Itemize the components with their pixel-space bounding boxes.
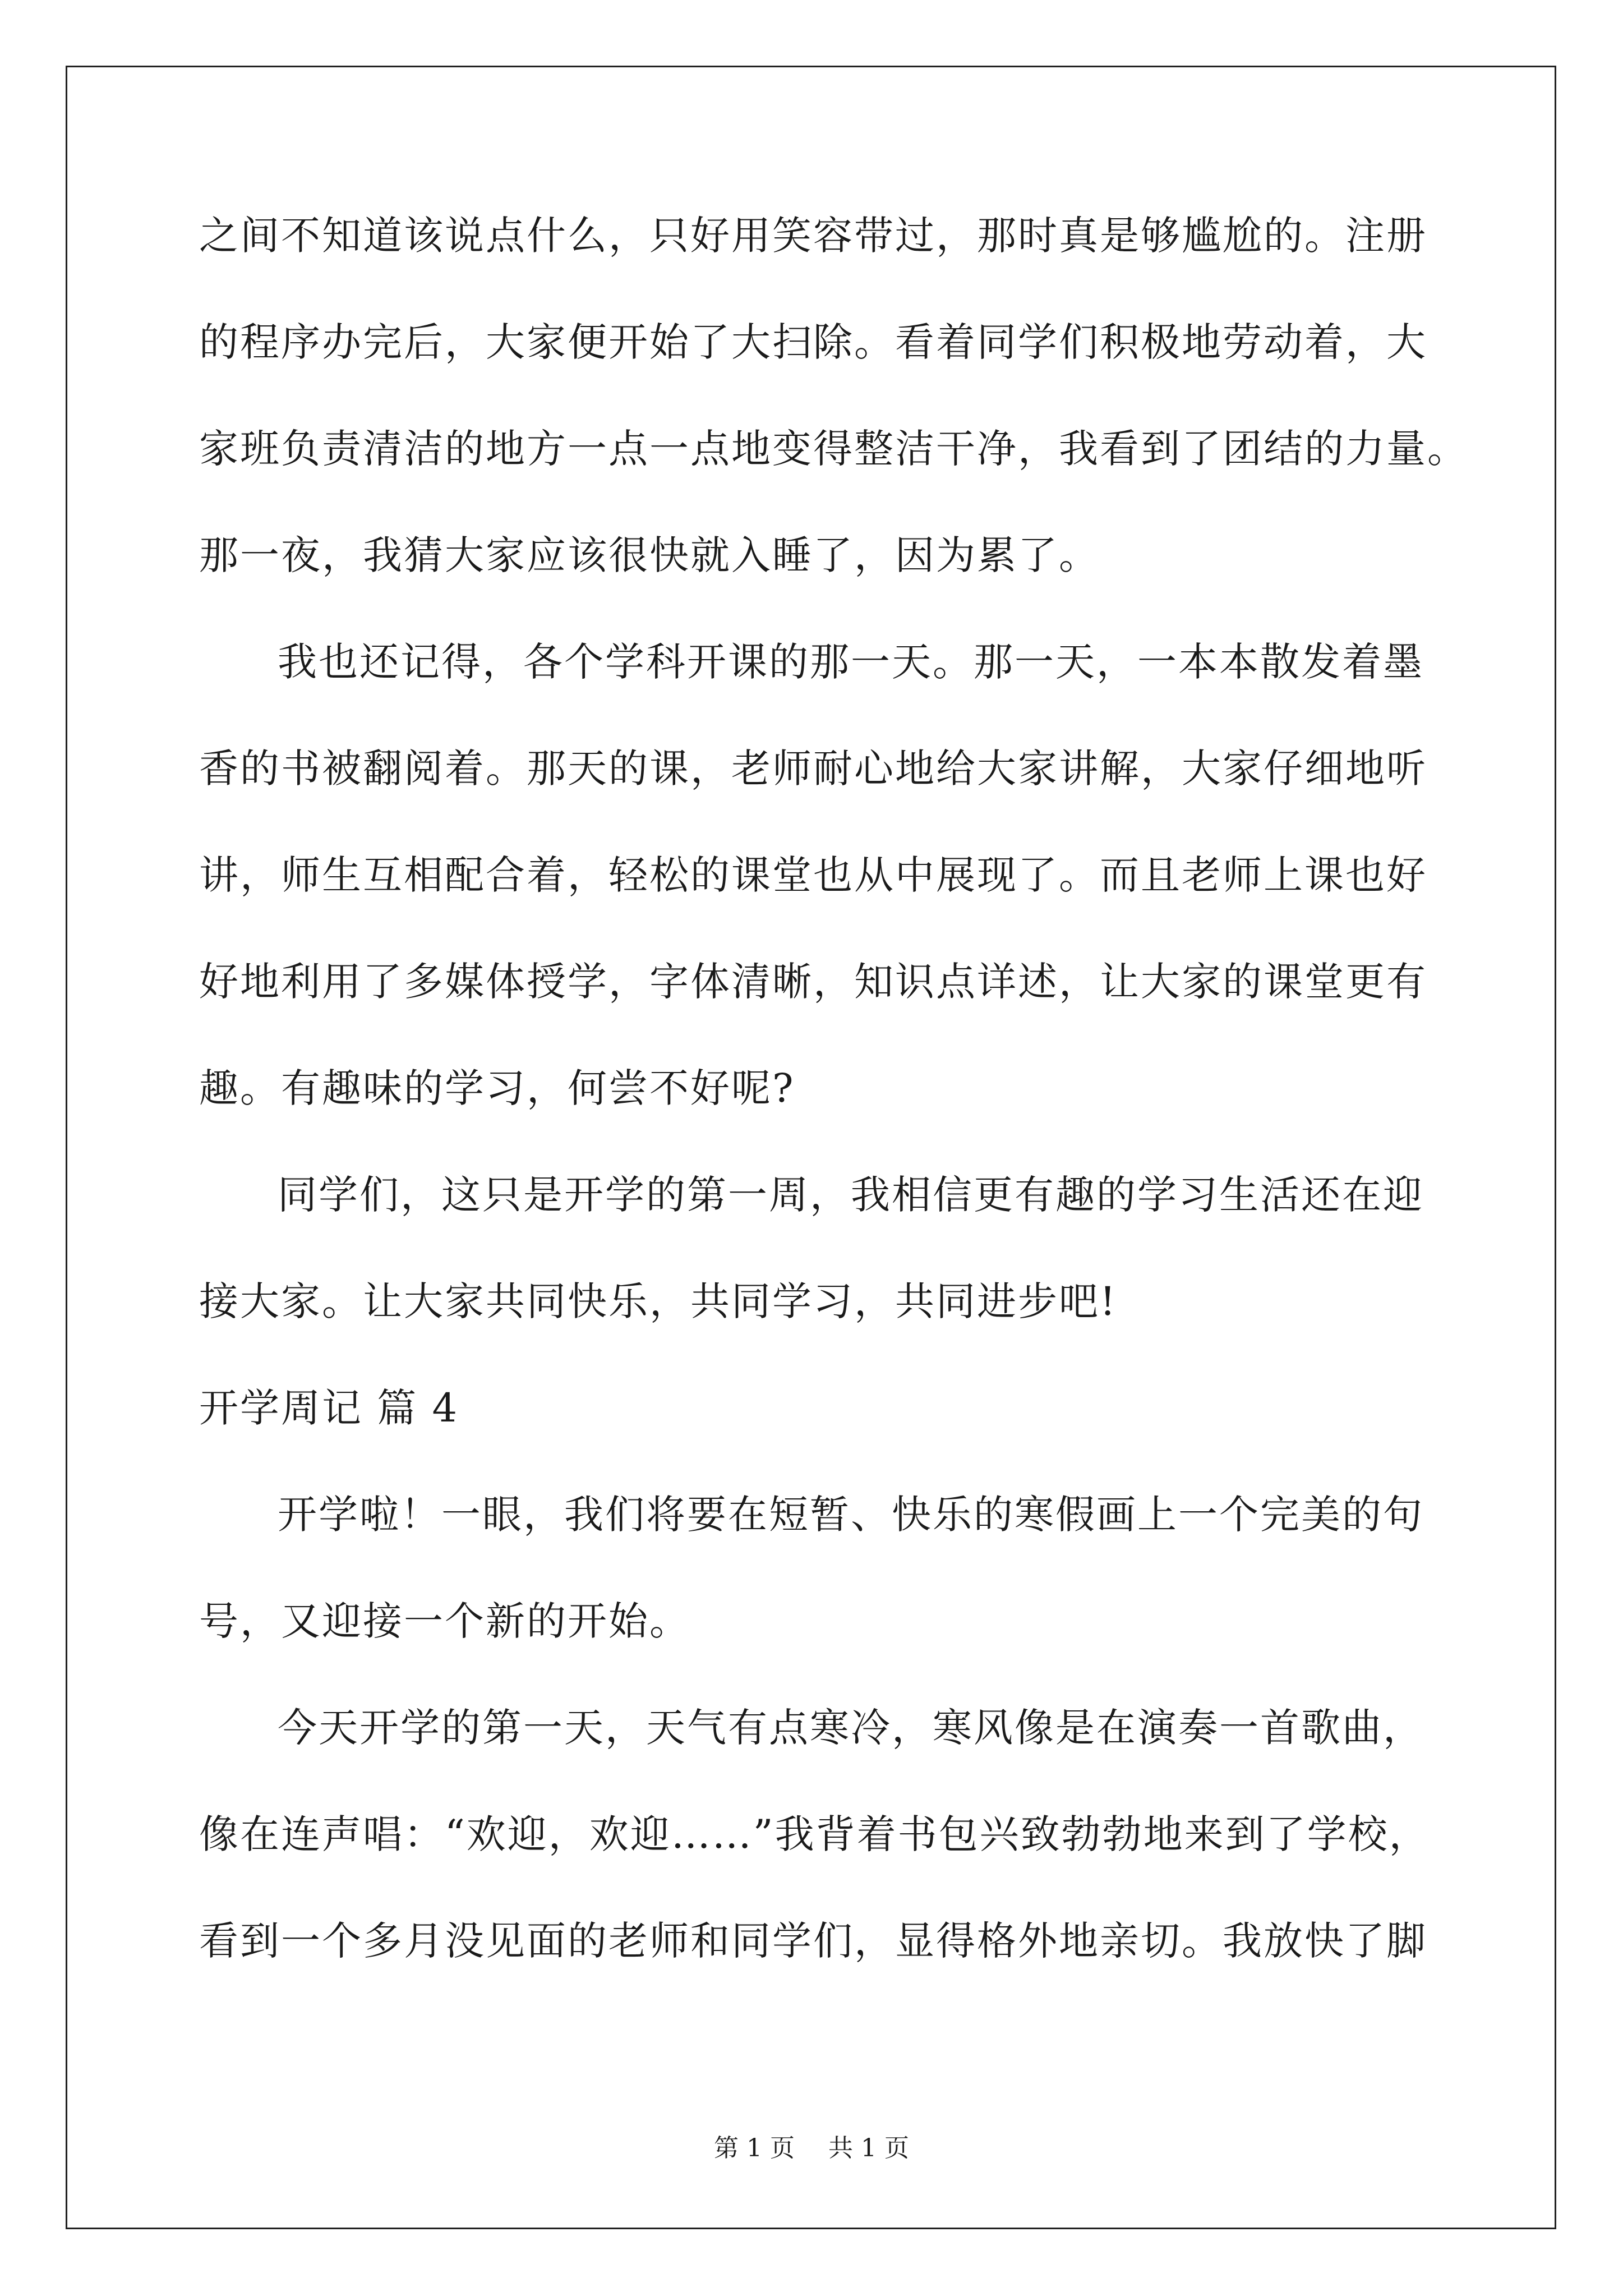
paragraph-line: 看到一个多月没见面的老师和同学们，显得格外地亲切。我放快了脚	[199, 1918, 1427, 1964]
document-body	[199, 213, 1468, 2025]
section-heading: 开学周记 篇 4	[199, 1385, 459, 1431]
paragraph-line: 讲，师生互相配合着，轻松的课堂也从中展现了。而且老师上课也好	[199, 852, 1427, 898]
paragraph-line: 我也还记得，各个学科开课的那一天。那一天，一本本散发着墨	[278, 639, 1424, 685]
paragraph-line: 之间不知道该说点什么，只好用笑容带过，那时真是够尴尬的。注册	[199, 213, 1427, 259]
paragraph-line: 好地利用了多媒体授学，字体清晰，知识点详述，让大家的课堂更有	[199, 959, 1427, 1005]
paragraph-line: 的程序办完后，大家便开始了大扫除。看着同学们积极地劳动着，大	[199, 319, 1427, 365]
paragraph-line: 接大家。让大家共同快乐，共同学习，共同进步吧!	[199, 1278, 1118, 1324]
page-footer	[0, 2134, 1623, 2162]
paragraph-line: 开学啦！一眼，我们将要在短暂、快乐的寒假画上一个完美的句	[278, 1492, 1424, 1538]
paragraph-line: 今天开学的第一天，天气有点寒冷，寒风像是在演奏一首歌曲，	[278, 1705, 1424, 1751]
paragraph-line: 家班负责清洁的地方一点一点地变得整洁干净，我看到了团结的力量。	[199, 426, 1468, 472]
paragraph-line: 像在连声唱：“欢迎，欢迎……”我背着书包兴致勃勃地来到了学校，	[199, 1811, 1430, 1857]
page-number-current: 第 1 页	[714, 2134, 795, 2162]
paragraph-line: 趣。有趣味的学习，何尝不好呢?	[199, 1065, 795, 1111]
paragraph-line: 号，又迎接一个新的开始。	[199, 1598, 690, 1644]
paragraph-line: 同学们，这只是开学的第一周，我相信更有趣的学习生活还在迎	[278, 1172, 1424, 1218]
paragraph-line: 那一夜，我猜大家应该很快就入睡了，因为累了。	[199, 532, 1100, 578]
page-number-total: 共 1 页	[828, 2134, 909, 2162]
paragraph-line: 香的书被翻阅着。那天的课，老师耐心地给大家讲解，大家仔细地听	[199, 746, 1427, 792]
